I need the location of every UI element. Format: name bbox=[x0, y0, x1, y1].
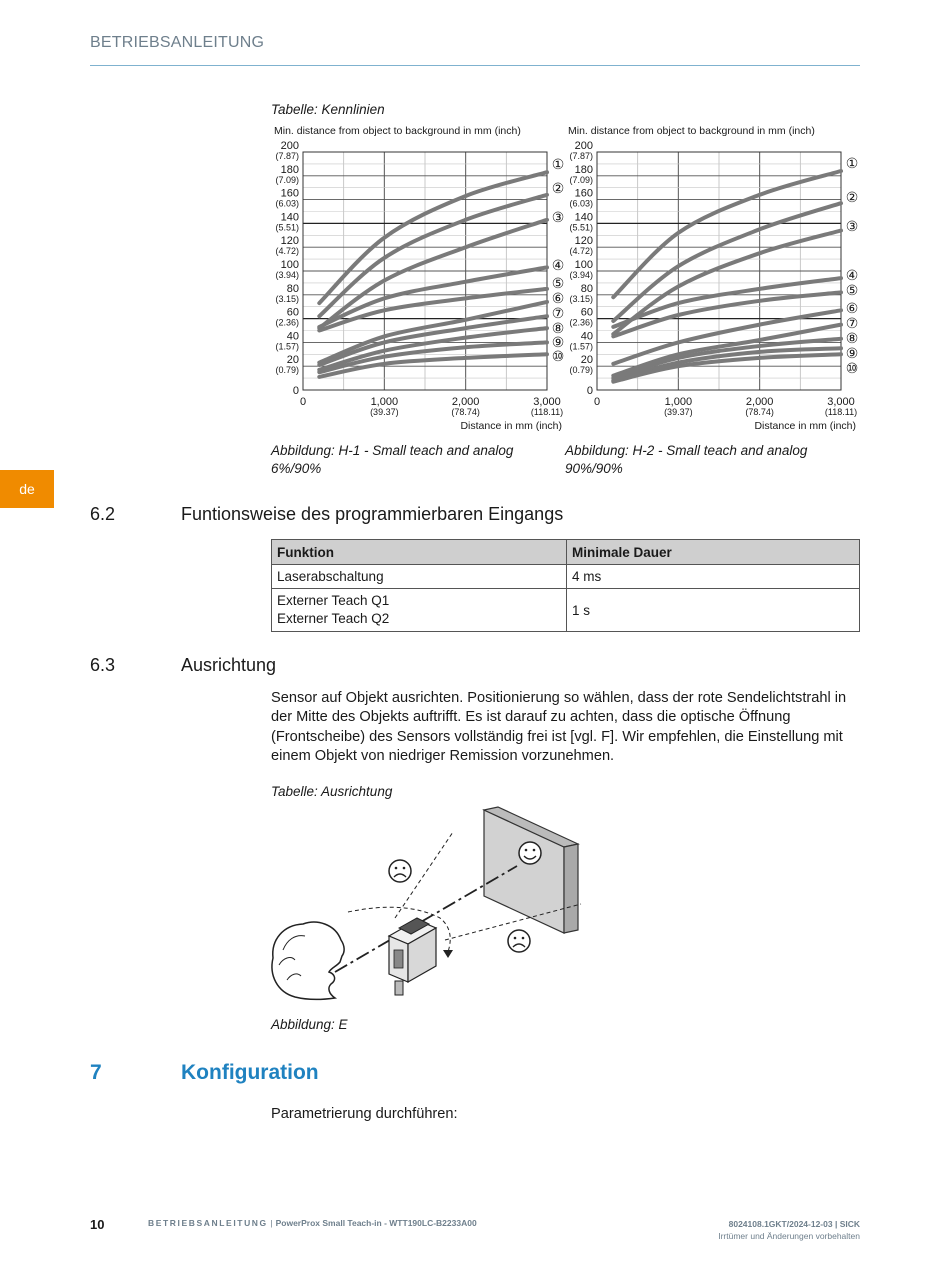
y-axis-title: Min. distance from object to background in mm (inch) bbox=[568, 125, 815, 137]
alignment-paragraph: Sensor auf Objekt ausrichten. Positionierung so wählen, dass der rote Sendelichtstrahl in der Mitte des Objekts auftrifft. Es ist darauf zu achten, dass die optische Öffnung (Frontscheibe) des Sensors vollständig frei ist [vgl. F]. Wir empfehlen, die Einstellung mit einem Objekt von niedriger Remission vorzunehmen. bbox=[271, 690, 847, 764]
curve-marker-9: ⑨ bbox=[551, 334, 565, 350]
y-tick-label-inch: (7.09) bbox=[275, 174, 299, 185]
x-tick-label: 0 bbox=[299, 396, 307, 408]
language-tab: de bbox=[0, 470, 54, 508]
y-tick-label: 80 bbox=[286, 282, 299, 295]
y-tick-label: 100 bbox=[280, 259, 299, 271]
x-tick-label-inch: (118.11) bbox=[824, 407, 858, 417]
curve-marker-1: ① bbox=[551, 156, 565, 172]
y-tick-label-inch: (6.03) bbox=[275, 198, 299, 209]
rotation-arrow-icon bbox=[443, 950, 453, 958]
y-tick-label: 120 bbox=[280, 235, 299, 248]
curve-marker-9: ⑨ bbox=[845, 345, 859, 361]
curve-marker-1: ① bbox=[845, 155, 859, 171]
y-tick-label: 180 bbox=[280, 163, 299, 176]
y-tick-label-inch: (2.36) bbox=[569, 317, 593, 328]
curve-marker-8: ⑧ bbox=[845, 330, 859, 346]
y-tick-label-inch: (1.57) bbox=[275, 341, 299, 352]
y-tick-label: 60 bbox=[286, 306, 299, 319]
table-row bbox=[272, 589, 860, 632]
table-cell-funktion bbox=[272, 589, 567, 632]
x-tick-label: 1,000 bbox=[370, 396, 399, 408]
curve-marker-4: ④ bbox=[551, 257, 565, 273]
table-cell-dauer: 4 ms bbox=[567, 565, 860, 589]
table-row bbox=[272, 565, 860, 589]
curve-marker-2: ② bbox=[551, 180, 565, 196]
y-tick-label: 0 bbox=[292, 385, 299, 397]
y-tick-label: 180 bbox=[574, 163, 593, 176]
x-tick-label-inch: (39.37) bbox=[370, 407, 399, 417]
y-tick-label: 20 bbox=[580, 354, 593, 367]
series-curve-2 bbox=[319, 195, 547, 316]
footer-doc-label: BETRIEBSANLEITUNG bbox=[148, 1218, 268, 1228]
curve-marker-6: ⑥ bbox=[551, 290, 565, 306]
function-name: Laserabschaltung bbox=[277, 569, 384, 584]
kennlinien-table-caption: Tabelle: Kennlinien bbox=[271, 102, 385, 117]
y-tick-label-inch: (6.03) bbox=[569, 198, 593, 209]
y-tick-label-inch: (0.79) bbox=[569, 365, 593, 376]
y-tick-label-inch: (1.57) bbox=[569, 341, 593, 352]
y-tick-label-inch: (0.79) bbox=[275, 365, 299, 376]
x-tick-label: 0 bbox=[593, 396, 601, 408]
curve-marker-10: ⑩ bbox=[551, 348, 565, 364]
footer-document-title bbox=[148, 1218, 477, 1228]
table-cell-funktion bbox=[272, 565, 567, 589]
y-tick-label: 100 bbox=[574, 259, 593, 271]
section-6-2-number: 6.2 bbox=[90, 504, 116, 524]
y-tick-label: 160 bbox=[280, 187, 299, 200]
table-header-funktion: Funktion bbox=[272, 540, 567, 565]
section-6-3-title: Ausrichtung bbox=[181, 655, 277, 675]
chart-h2 bbox=[568, 125, 858, 432]
figure-caption-h2 bbox=[565, 442, 807, 478]
curve-marker-10: ⑩ bbox=[845, 360, 859, 376]
y-tick-label-inch: (5.51) bbox=[275, 222, 299, 233]
curve-marker-3: ③ bbox=[845, 218, 859, 234]
footer-doc-product: PowerProx Small Teach-in - WTT190LC-B2233A00 bbox=[275, 1218, 477, 1228]
y-tick-label-inch: (3.94) bbox=[275, 270, 299, 280]
section-7-title: Konfiguration bbox=[181, 1061, 319, 1084]
y-tick-label-inch: (7.87) bbox=[275, 151, 299, 161]
y-tick-label: 20 bbox=[286, 354, 299, 367]
y-tick-label: 40 bbox=[286, 330, 299, 343]
page-number: 10 bbox=[90, 1217, 105, 1232]
footer-doc-separator: | bbox=[267, 1218, 276, 1228]
header-rule bbox=[90, 65, 860, 66]
y-tick-label-inch: (2.36) bbox=[275, 317, 299, 328]
table-cell-dauer: 1 s bbox=[567, 589, 860, 632]
x-tick-label: 3,000 bbox=[827, 396, 855, 408]
target-board bbox=[484, 807, 578, 933]
section-7-text: Parametrierung durchführen: bbox=[271, 1106, 458, 1122]
footer-right bbox=[718, 1218, 860, 1242]
curve-marker-2: ② bbox=[845, 189, 859, 205]
footer-disclaimer: Irrtümer und Änderungen vorbehalten bbox=[718, 1231, 860, 1241]
section-7-number: 7 bbox=[90, 1061, 102, 1084]
y-tick-label: 40 bbox=[580, 330, 593, 343]
y-tick-label: 140 bbox=[280, 211, 299, 224]
figure-caption-h2-line2: 90%/90% bbox=[565, 461, 623, 476]
y-tick-label-inch: (7.09) bbox=[569, 174, 593, 185]
happy-face-icon bbox=[519, 842, 541, 864]
y-tick-label: 120 bbox=[574, 235, 593, 248]
x-tick-label: 1,000 bbox=[664, 396, 693, 408]
input-function-table bbox=[271, 539, 860, 632]
x-tick-label: 3,000 bbox=[533, 396, 561, 408]
x-axis-title: Distance in mm (inch) bbox=[754, 420, 856, 432]
series-curve-4 bbox=[613, 278, 841, 327]
y-tick-label: 160 bbox=[574, 187, 593, 200]
curve-marker-6: ⑥ bbox=[845, 300, 859, 316]
x-tick-label-inch: (118.11) bbox=[530, 407, 564, 417]
y-axis-title: Min. distance from object to background in mm (inch) bbox=[274, 125, 521, 137]
y-tick-label: 200 bbox=[280, 140, 299, 152]
x-tick-label: 2,000 bbox=[451, 396, 480, 408]
x-tick-label: 2,000 bbox=[745, 396, 774, 408]
function-name: Externer Teach Q2 bbox=[277, 611, 390, 626]
running-header: BETRIEBSANLEITUNG bbox=[90, 34, 265, 51]
x-tick-label-inch: (78.74) bbox=[745, 407, 774, 417]
y-tick-label: 60 bbox=[580, 306, 593, 319]
sad-face-upper-icon bbox=[389, 860, 411, 882]
figure-caption-h1 bbox=[271, 442, 513, 478]
y-tick-label: 0 bbox=[586, 385, 593, 397]
figure-caption-h1-line1: Abbildung: H-1 - Small teach and analog bbox=[271, 443, 514, 458]
figure-caption-h1-line2: 6%/90% bbox=[271, 461, 322, 476]
y-tick-label: 200 bbox=[574, 140, 593, 152]
sensor-device bbox=[389, 918, 436, 995]
curve-marker-4: ④ bbox=[845, 267, 859, 283]
x-tick-label-inch: (78.74) bbox=[451, 407, 480, 417]
y-tick-label: 80 bbox=[580, 282, 593, 295]
alignment-table-caption: Tabelle: Ausrichtung bbox=[271, 784, 393, 799]
y-tick-label-inch: (5.51) bbox=[569, 222, 593, 233]
figure-caption-h2-line1: Abbildung: H-2 - Small teach and analog bbox=[565, 443, 808, 458]
y-tick-label-inch: (3.15) bbox=[569, 293, 593, 304]
x-tick-label-inch: (39.37) bbox=[664, 407, 693, 417]
y-tick-label-inch: (3.94) bbox=[569, 270, 593, 280]
table-header-dauer: Minimale Dauer bbox=[567, 540, 860, 565]
y-tick-label: 140 bbox=[574, 211, 593, 224]
section-6-3-number: 6.3 bbox=[90, 655, 116, 675]
series-curve-1 bbox=[613, 171, 841, 297]
y-tick-label-inch: (4.72) bbox=[275, 246, 299, 257]
chart-h1 bbox=[274, 125, 564, 432]
x-axis-title: Distance in mm (inch) bbox=[460, 420, 562, 432]
y-tick-label-inch: (3.15) bbox=[275, 293, 299, 304]
y-tick-label-inch: (4.72) bbox=[569, 246, 593, 257]
curve-marker-5: ⑤ bbox=[551, 275, 565, 291]
footer-doc-id: 8024108.1GKT/2024-12-03 | SICK bbox=[728, 1219, 860, 1229]
alignment-illustration bbox=[265, 800, 595, 1010]
function-name: Externer Teach Q1 bbox=[277, 593, 390, 608]
curve-marker-7: ⑦ bbox=[845, 315, 859, 331]
curve-marker-3: ③ bbox=[551, 209, 565, 225]
sad-face-lower-icon bbox=[508, 930, 530, 952]
kennlinien-charts bbox=[262, 118, 872, 436]
curve-marker-7: ⑦ bbox=[551, 305, 565, 321]
section-6-2-title: Funtionsweise des programmierbaren Eingangs bbox=[181, 504, 564, 524]
curve-marker-8: ⑧ bbox=[551, 320, 565, 336]
curve-marker-5: ⑤ bbox=[845, 282, 859, 298]
y-tick-label-inch: (7.87) bbox=[569, 151, 593, 161]
alignment-figure-caption: Abbildung: E bbox=[271, 1017, 348, 1032]
